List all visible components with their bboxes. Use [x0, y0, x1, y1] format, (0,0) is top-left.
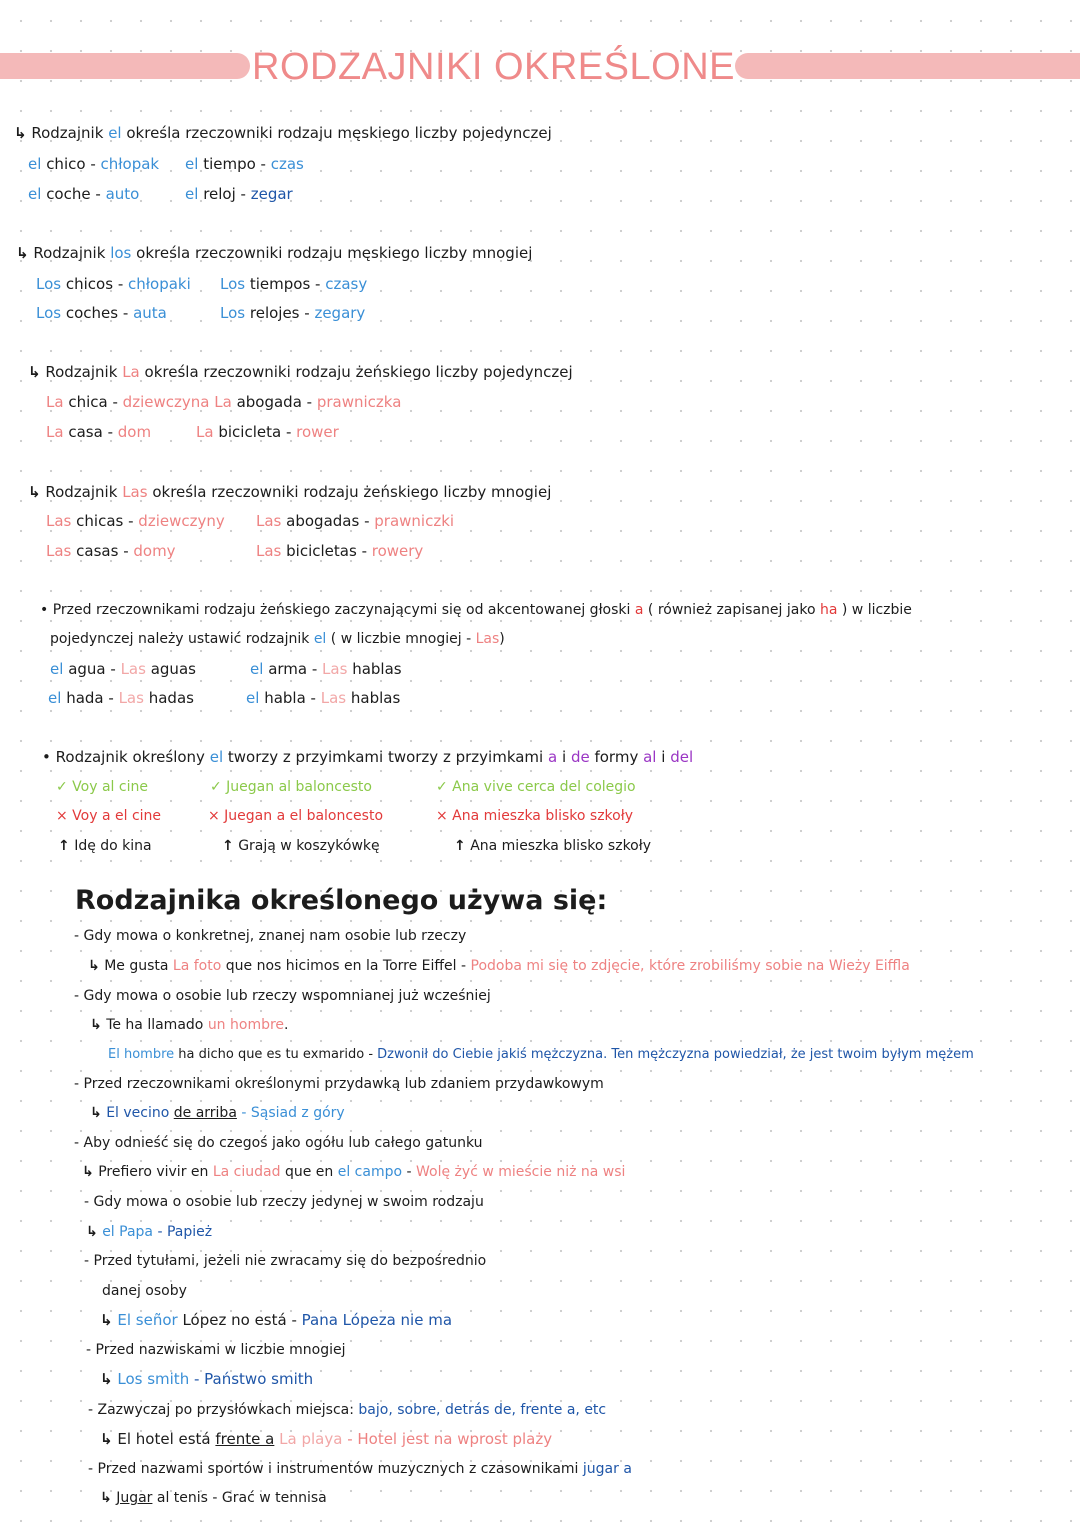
example: La chica - dziewczyna La abogada - prawniczka [46, 393, 402, 411]
article: La [196, 423, 214, 441]
translation: Podoba mi się to zdjęcie, które zrobiliśmy sobie na Wieży Eiffla [470, 958, 910, 974]
arrow-up-icon: ↑ [222, 838, 234, 854]
wrong-example: × Juegan a el baloncesto [208, 808, 384, 824]
article: El señor [117, 1311, 178, 1329]
example: La bicicleta - rower [196, 423, 339, 441]
use-example [90, 1015, 289, 1035]
wrong-example: × Ana mieszka blisko szkoły [436, 808, 633, 824]
word: tiempo [203, 155, 256, 173]
translation-text: Grają w koszykówkę [238, 838, 380, 854]
rule-text: Przed rzeczownikami rodzaju żeńskiego zaczynającymi się od akcentowanej głoski [52, 602, 631, 618]
article: Las [320, 689, 347, 707]
highlight: a [548, 748, 558, 766]
word: chica [68, 393, 108, 411]
rule-text: określa rzeczowniki rodzaju żeńskiego liczby mnogiej [152, 483, 552, 501]
article: Las [322, 660, 348, 678]
translation: dziewczyna [122, 393, 210, 411]
uses-heading: Rodzajnika określonego używa się: [75, 885, 608, 916]
article: el [28, 185, 42, 203]
highlight: al [643, 748, 657, 766]
word: abogada [236, 393, 302, 411]
rule-la [28, 362, 573, 382]
translation: auto [105, 185, 140, 203]
bullet-icon: • [40, 602, 49, 618]
rule-text: tworzy z przyimkami tworzy z przyimkami [227, 748, 544, 766]
example-text: Te ha llamado [106, 1017, 204, 1033]
example-text: López no está - [182, 1311, 297, 1329]
example-text: Los smith [117, 1370, 190, 1388]
word: bicicletas [286, 542, 357, 560]
example: el arma - Las hablas [250, 660, 402, 678]
word: relojes [249, 304, 300, 322]
use-example [86, 1222, 212, 1242]
article: el [246, 689, 260, 707]
rule-el-feminine-line2 [50, 629, 505, 649]
word: coche [46, 185, 91, 203]
wrong-example: × Voy a el cine [56, 808, 162, 824]
use-example [82, 1162, 625, 1182]
translation: - Hotel jest na wprost plaży [347, 1430, 553, 1448]
arrow-icon: ↳ [86, 1224, 98, 1240]
rule-el-feminine [40, 600, 912, 620]
word: casa [68, 423, 103, 441]
example: el chico - chłopak [28, 155, 160, 173]
word: chico [46, 155, 86, 173]
article: el [28, 155, 42, 173]
rule-text: ( w liczbie mnogiej - [330, 631, 472, 647]
arrow-icon: ↳ [14, 124, 27, 142]
rule-text: określa rzeczowniki rodzaju męskiego liczby pojedynczej [126, 124, 552, 142]
example: el tiempo - czas [185, 155, 304, 173]
rule-text: Rodzajnik [31, 124, 104, 142]
use-example [100, 1429, 552, 1449]
use-example [108, 1045, 974, 1065]
arrow-up-icon: ↑ [454, 838, 466, 854]
arrow-up-icon: ↑ [58, 838, 70, 854]
article: La [122, 363, 140, 381]
arrow-icon: ↳ [100, 1490, 112, 1506]
rule-text: określa rzeczowniki rodzaju żeńskiego liczby pojedynczej [144, 363, 573, 381]
translation: zegar [250, 185, 293, 203]
rule-text: ( również zapisanej jako [647, 602, 816, 618]
article: el [50, 660, 64, 678]
translation: Grać w tennisa [221, 1490, 327, 1506]
arrow-icon: ↳ [28, 483, 41, 501]
use-rule-cont: danej osoby [102, 1283, 187, 1299]
bullet-icon: • [42, 748, 51, 766]
correct-example: ✓ Ana vive cerca del colegio [436, 779, 636, 795]
rule-text: - Przed nazwami sportów i instrumentów muzycznych z czasownikami [88, 1461, 579, 1477]
article: Las [118, 689, 144, 707]
translation: prawniczka [316, 393, 402, 411]
word: hablas [350, 689, 401, 707]
rule-contractions [42, 747, 693, 767]
use-rule: - Gdy mowa o osobie lub rzeczy jedynej w swoim rodzaju [84, 1194, 484, 1210]
word: casas [76, 542, 119, 560]
rule-los [16, 243, 532, 263]
article: el [48, 689, 62, 707]
article: La foto [172, 958, 222, 974]
translation: Dzwonił do Ciebie jakiś mężczyzna. Ten mężczyzna powiedział, że jest twoim byłym mężem [377, 1047, 974, 1062]
word: chicos [65, 275, 114, 293]
use-example [100, 1369, 313, 1389]
translation: - Państwo smith [193, 1370, 314, 1388]
example-text: el Papa [102, 1224, 153, 1240]
use-example [100, 1310, 452, 1330]
article: La [46, 393, 64, 411]
example: el reloj - zegar [185, 185, 293, 203]
translation-text: Ana mieszka blisko szkoły [470, 838, 652, 854]
translation [58, 836, 152, 856]
rule-el [14, 123, 552, 143]
example: Los relojes - zegary [220, 304, 366, 322]
use-example [100, 1488, 327, 1508]
translation [454, 836, 651, 856]
arrow-icon: ↳ [28, 363, 41, 381]
article: los [110, 244, 132, 262]
translation: chłopaki [128, 275, 191, 293]
example-text: que en [284, 1164, 334, 1180]
use-rule [88, 1400, 606, 1420]
word: chicas [76, 512, 124, 530]
arrow-icon: ↳ [100, 1311, 113, 1329]
article: Los [220, 275, 246, 293]
example-text: El vecino [106, 1105, 170, 1121]
rule-las [28, 482, 551, 502]
article: La [214, 393, 232, 411]
example: el hada - Las hadas [48, 689, 194, 707]
page-title: RODZAJNIKI OKREŚLONE [252, 46, 735, 88]
word: bicicleta [218, 423, 282, 441]
example-text: El hotel está [117, 1430, 211, 1448]
translation: - Papież [157, 1224, 213, 1240]
example-text: - [406, 1164, 412, 1180]
arrow-icon: ↳ [100, 1370, 113, 1388]
article: La ciudad [212, 1164, 281, 1180]
article: El hombre [108, 1047, 175, 1062]
highlight: a [634, 602, 644, 618]
use-rule: - Gdy mowa o osobie lub rzeczy wspomnianej już wcześniej [74, 988, 491, 1004]
article: Los [36, 275, 62, 293]
article: Las [46, 542, 72, 560]
word: aguas [150, 660, 196, 678]
correct-example: ✓ Voy al cine [56, 779, 148, 795]
translation: czas [270, 155, 304, 173]
article: La [46, 423, 64, 441]
article: el campo [337, 1164, 403, 1180]
rule-text: formy [594, 748, 639, 766]
rule-text: Rodzajnik określony [55, 748, 205, 766]
translation: dom [117, 423, 152, 441]
translation [222, 836, 380, 856]
translation: zegary [314, 304, 366, 322]
example: Los chicos - chłopaki [36, 275, 191, 293]
use-rule: - Gdy mowa o konkretnej, znanej nam osobie lub rzeczy [74, 928, 467, 944]
example-text: que nos hicimos en la Torre Eiffel - [225, 958, 467, 974]
rule-text: i [661, 748, 666, 766]
translation: auta [133, 304, 167, 322]
translation: domy [133, 542, 176, 560]
use-rule: - Przed tytułami, jeżeli nie zwracamy się do bezpośrednio [84, 1253, 487, 1269]
article: Las [475, 631, 500, 647]
word: hada [66, 689, 104, 707]
translation: dziewczyny [138, 512, 225, 530]
translation: prawniczki [374, 512, 455, 530]
example-text: ha dicho que es tu exmarido - [178, 1047, 374, 1062]
rule-text: określa rzeczowniki rodzaju męskiego liczby mnogiej [136, 244, 533, 262]
use-rule [88, 1459, 632, 1479]
word: tiempos [249, 275, 311, 293]
article: Las [120, 660, 146, 678]
example: Las casas - domy [46, 542, 176, 560]
highlight: ha [819, 602, 838, 618]
word: hablas [352, 660, 402, 678]
article: el [185, 185, 199, 203]
translation: chłopak [100, 155, 160, 173]
article: Los [220, 304, 246, 322]
example: Las bicicletas - rowery [256, 542, 424, 560]
word: reloj [203, 185, 236, 203]
article: un hombre [207, 1017, 285, 1033]
underlined-text: de arriba [173, 1105, 237, 1121]
underlined-text: frente a [215, 1430, 275, 1448]
example: Las chicas - dziewczyny [46, 512, 225, 530]
article: el [209, 748, 224, 766]
example: Los coches - auta [36, 304, 167, 322]
use-example [88, 956, 910, 976]
use-rule: - Przed rzeczownikami określonymi przydawką lub zdaniem przydawkowym [74, 1076, 604, 1092]
rule-text: pojedynczej należy ustawić rodzajnik [50, 631, 310, 647]
article: el [108, 124, 122, 142]
example: Las abogadas - prawniczki [256, 512, 455, 530]
translation: Wolę żyć w mieście niż na wsi [416, 1164, 626, 1180]
example: el agua - Las aguas [50, 660, 196, 678]
rule-text: Rodzajnik [33, 244, 106, 262]
arrow-icon: ↳ [16, 244, 29, 262]
underlined-text: Jugar [116, 1490, 153, 1506]
arrow-icon: ↳ [100, 1430, 113, 1448]
highlight: del [670, 748, 694, 766]
article: Las [256, 512, 282, 530]
word: hadas [148, 689, 194, 707]
arrow-icon: ↳ [82, 1164, 94, 1180]
word: habla [264, 689, 306, 707]
rule-text: Rodzajnik [45, 363, 118, 381]
example-text: Me gusta [104, 958, 169, 974]
article: el [313, 631, 327, 647]
article: Las [256, 542, 282, 560]
translation: rowery [371, 542, 424, 560]
word: arma [268, 660, 308, 678]
example: el habla - Las hablas [246, 689, 401, 707]
article: La playa [279, 1430, 343, 1448]
article: Las [46, 512, 72, 530]
rule-text: ) [499, 631, 505, 647]
example-text: . [284, 1017, 289, 1033]
article: Las [122, 483, 148, 501]
title-bar-right [735, 53, 1080, 79]
correct-example: ✓ Juegan al baloncesto [210, 779, 372, 795]
example: el coche - auto [28, 185, 140, 203]
translation-text: Idę do kina [74, 838, 152, 854]
article: Los [36, 304, 62, 322]
example-text: Prefiero vivir en [98, 1164, 209, 1180]
use-rule: - Przed nazwiskami w liczbie mnogiej [86, 1342, 346, 1358]
adverb-list: bajo, sobre, detrás de, frente a, etc [358, 1402, 607, 1418]
translation: rower [296, 423, 339, 441]
rule-text: i [561, 748, 567, 766]
translation: Pana Lópeza nie ma [301, 1311, 453, 1329]
arrow-icon: ↳ [90, 1105, 102, 1121]
example-text: al tenis - [156, 1490, 218, 1506]
use-example [90, 1103, 345, 1123]
example: Los tiempos - czasy [220, 275, 368, 293]
article: el [250, 660, 264, 678]
use-rule: - Aby odnieść się do czegoś jako ogółu lub całego gatunku [74, 1135, 483, 1151]
translation: - Sąsiad z góry [241, 1105, 345, 1121]
highlight: de [570, 748, 590, 766]
rule-text: Rodzajnik [45, 483, 118, 501]
word: agua [68, 660, 106, 678]
word: abogadas [286, 512, 360, 530]
arrow-icon: ↳ [90, 1017, 102, 1033]
arrow-icon: ↳ [88, 958, 100, 974]
article: el [185, 155, 199, 173]
word: coches [65, 304, 119, 322]
rule-text: ) w liczbie [841, 602, 912, 618]
translation: czasy [325, 275, 368, 293]
example: La casa - dom [46, 423, 152, 441]
rule-text: - Zazwyczaj po przysłówkach miejsca: [88, 1402, 354, 1418]
title-bar-left [0, 53, 250, 79]
verb: jugar a [582, 1461, 632, 1477]
